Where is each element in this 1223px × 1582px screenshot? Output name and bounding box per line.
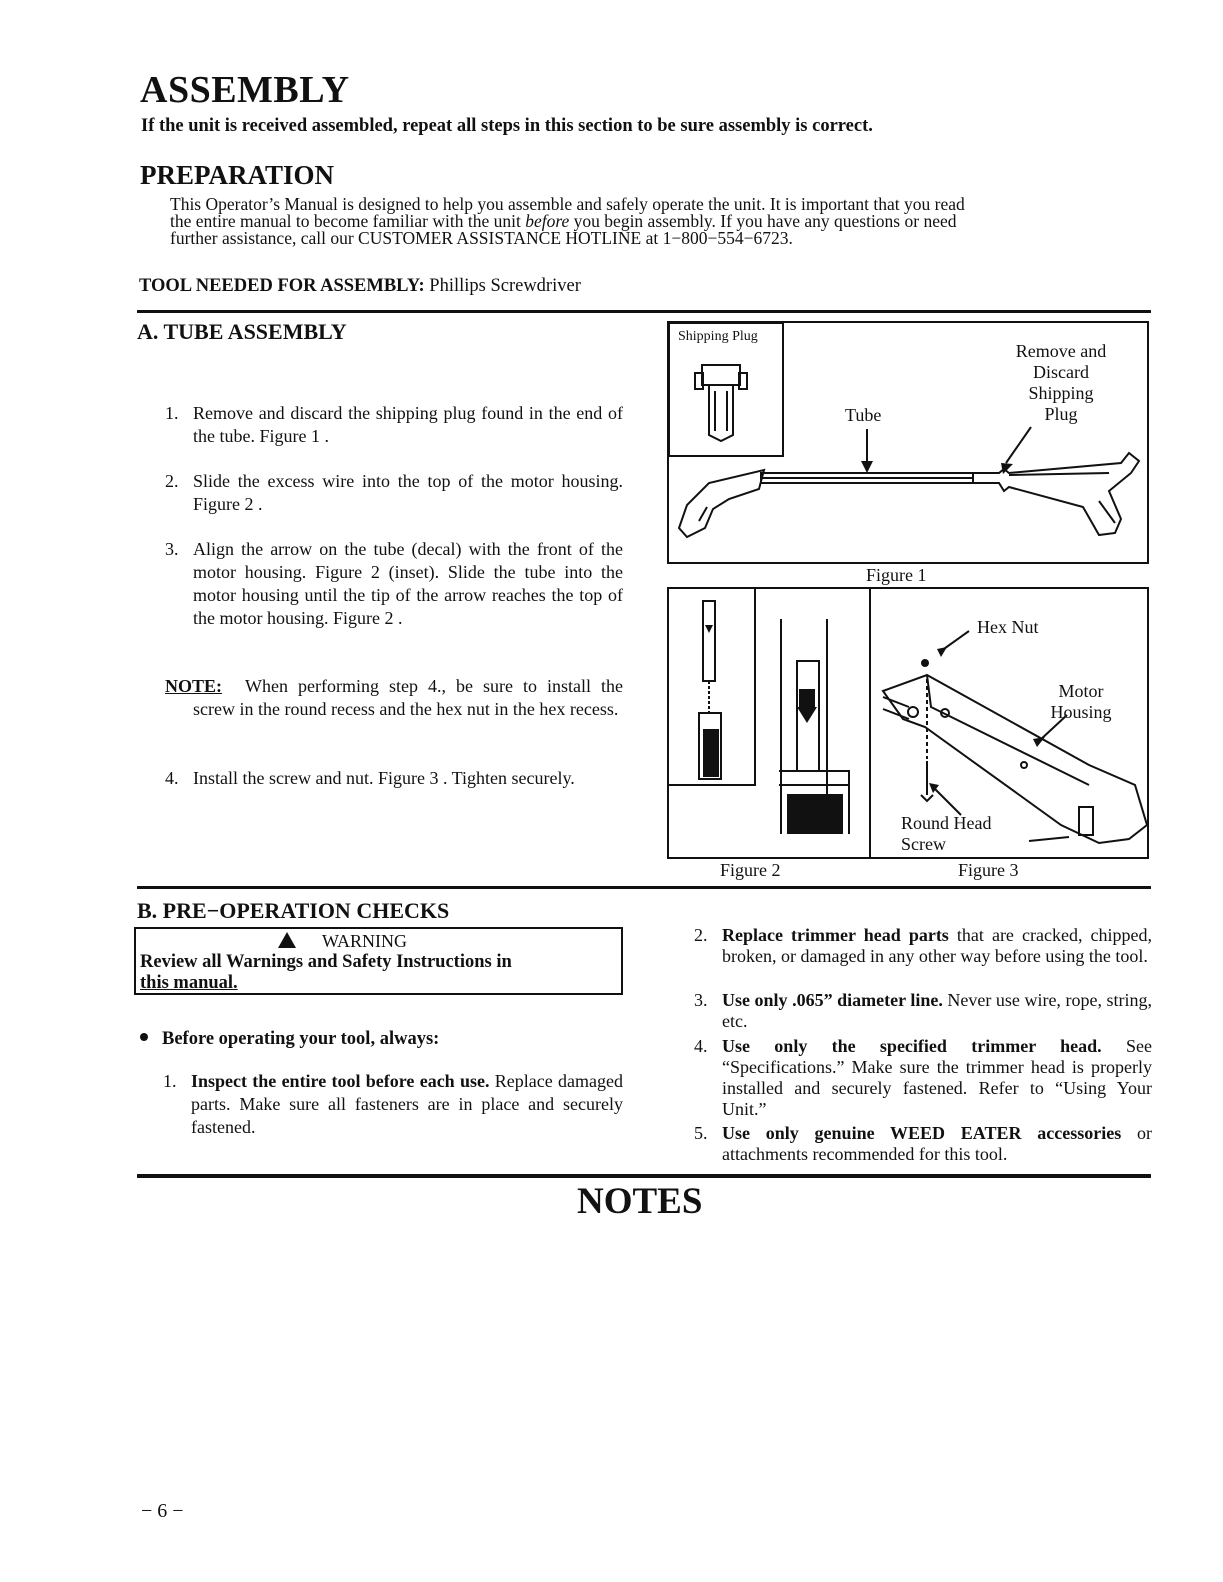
warning-text <box>140 952 512 994</box>
step-number: 1. <box>165 403 179 423</box>
warning-heading <box>278 931 407 952</box>
round-head-screw-line-2: Screw <box>901 834 946 854</box>
step-text: Align the arrow on the tube (decal) with the front of the motor housing. Figure 2 (inset). Slide the tube into the motor housing until the tip of the arrow reaches the top of the motor housing. Figure 2 . <box>193 539 623 628</box>
item-number: 5. <box>694 1123 708 1143</box>
item-text <box>722 925 1152 967</box>
item-1-rest: Replace damaged parts. Make sure all fasteners are in place and securely fastened. <box>191 1071 623 1137</box>
section-divider-top <box>137 310 1151 313</box>
preparation-emphasis: before <box>525 211 570 231</box>
assembly-intro: If the unit is received assembled, repeat all steps in this section to be sure assembly is correct. <box>141 116 873 136</box>
remove-discard-line-1: Remove and <box>1015 341 1107 361</box>
figure-1-box <box>667 321 1149 564</box>
preparation-line-1: This Operator’s Manual is designed to help you assemble and safely operate the unit. It is important that you read <box>170 194 965 214</box>
remove-discard-line-3: Shipping <box>1028 383 1094 403</box>
warning-text-line-2: this manual. <box>140 973 238 993</box>
page-number: − 6 − <box>141 1500 184 1522</box>
note-text: When performing step 4., be sure to install the screw in the round recess and the hex nut in the hex recess. <box>193 676 623 719</box>
step-number: 3. <box>165 539 179 559</box>
step-text: Install the screw and nut. Figure 3 . Tighten securely. <box>193 768 575 788</box>
tube-label: Tube <box>845 405 882 425</box>
tool-needed-value: Phillips Screwdriver <box>429 276 581 296</box>
tube-assembly-title: A. TUBE ASSEMBLY <box>137 319 347 344</box>
motor-housing-line-2: Housing <box>1050 702 1112 722</box>
section-divider-middle <box>137 886 1151 889</box>
motor-housing-line-1: Motor <box>1058 681 1104 701</box>
figure-1-caption: Figure 1 <box>866 565 927 585</box>
item-5-bold: Use only genuine WEED EATER accessories <box>722 1123 1122 1143</box>
preparation-line-3: further assistance, call our CUSTOMER ASSISTANCE HOTLINE at 1−800−554−6723. <box>170 228 793 248</box>
item-5-rest: or attachments recommended for this tool. <box>722 1123 1153 1164</box>
hex-nut-label: Hex Nut <box>977 617 1039 637</box>
note-label: NOTE: <box>165 676 223 696</box>
step-number: 2. <box>165 471 179 491</box>
preparation-title: PREPARATION <box>140 160 334 190</box>
item-text <box>191 1070 623 1139</box>
warning-box <box>134 927 623 995</box>
warning-triangle-icon <box>278 932 296 948</box>
item-1-bold: Inspect the entire tool before each use. <box>191 1071 490 1091</box>
shipping-plug-label: Shipping Plug <box>678 329 758 344</box>
step-number: 4. <box>165 768 179 788</box>
item-number: 3. <box>694 990 708 1010</box>
section-divider-bottom <box>137 1174 1151 1178</box>
step-text: Remove and discard the shipping plug found in the end of the tube. Figure 1 . <box>193 403 623 446</box>
item-2-rest: that are cracked, chipped, broken, or damaged in any other way before using the tool. <box>722 925 1152 966</box>
remove-discard-line-4: Plug <box>1044 404 1078 424</box>
preparation-line-2b: you begin assembly. If you have any questions or need <box>569 211 957 231</box>
shipping-plug-icon <box>695 365 747 441</box>
notes-title: NOTES <box>577 1181 703 1222</box>
tool-needed <box>139 276 581 297</box>
before-operating <box>140 1029 439 1050</box>
round-head-screw-line-1: Round Head <box>901 813 992 833</box>
figure-2-3-box <box>667 587 1149 859</box>
warning-title: WARNING <box>322 931 407 951</box>
before-operating-label: Before operating your tool, always: <box>162 1029 440 1049</box>
figure-3-caption: Figure 3 <box>958 860 1019 880</box>
item-number: 2. <box>694 925 708 945</box>
item-number: 1. <box>163 1071 177 1091</box>
remove-discard-line-2: Discard <box>1033 362 1089 382</box>
item-2-bold: Replace trimmer head parts <box>722 925 949 945</box>
assembly-title: ASSEMBLY <box>140 69 350 111</box>
motor-housing-label <box>1031 681 1131 723</box>
pre-operation-title: B. PRE−OPERATION CHECKS <box>137 898 450 923</box>
warning-text-line-1: Review all Warnings and Safety Instructions in <box>140 952 512 972</box>
item-3-bold: Use only .065” diameter line. <box>722 990 943 1010</box>
item-text <box>722 1123 1152 1165</box>
item-number: 4. <box>694 1036 708 1056</box>
figure-2-caption: Figure 2 <box>720 860 781 880</box>
item-3-rest: Never use wire, rope, string, etc. <box>722 990 1153 1031</box>
bullet-icon <box>140 1033 148 1041</box>
round-head-screw-label <box>901 813 991 855</box>
item-4-rest: See “Specifications.” Make sure the trimmer head is properly installed and securely fastened. Refer to “Using Your Unit.” <box>722 1036 1152 1119</box>
remove-discard-label <box>991 341 1131 425</box>
preparation-line-2a: the entire manual to become familiar with the unit <box>170 211 526 231</box>
step-text: Slide the excess wire into the top of the motor housing. Figure 2 . <box>193 471 623 514</box>
preparation-paragraph <box>170 193 1150 249</box>
item-text <box>722 990 1152 1032</box>
item-4-bold: Use only the specified trimmer head. <box>722 1036 1102 1056</box>
item-text <box>722 1036 1152 1120</box>
tool-needed-label: TOOL NEEDED FOR ASSEMBLY: <box>139 276 425 296</box>
